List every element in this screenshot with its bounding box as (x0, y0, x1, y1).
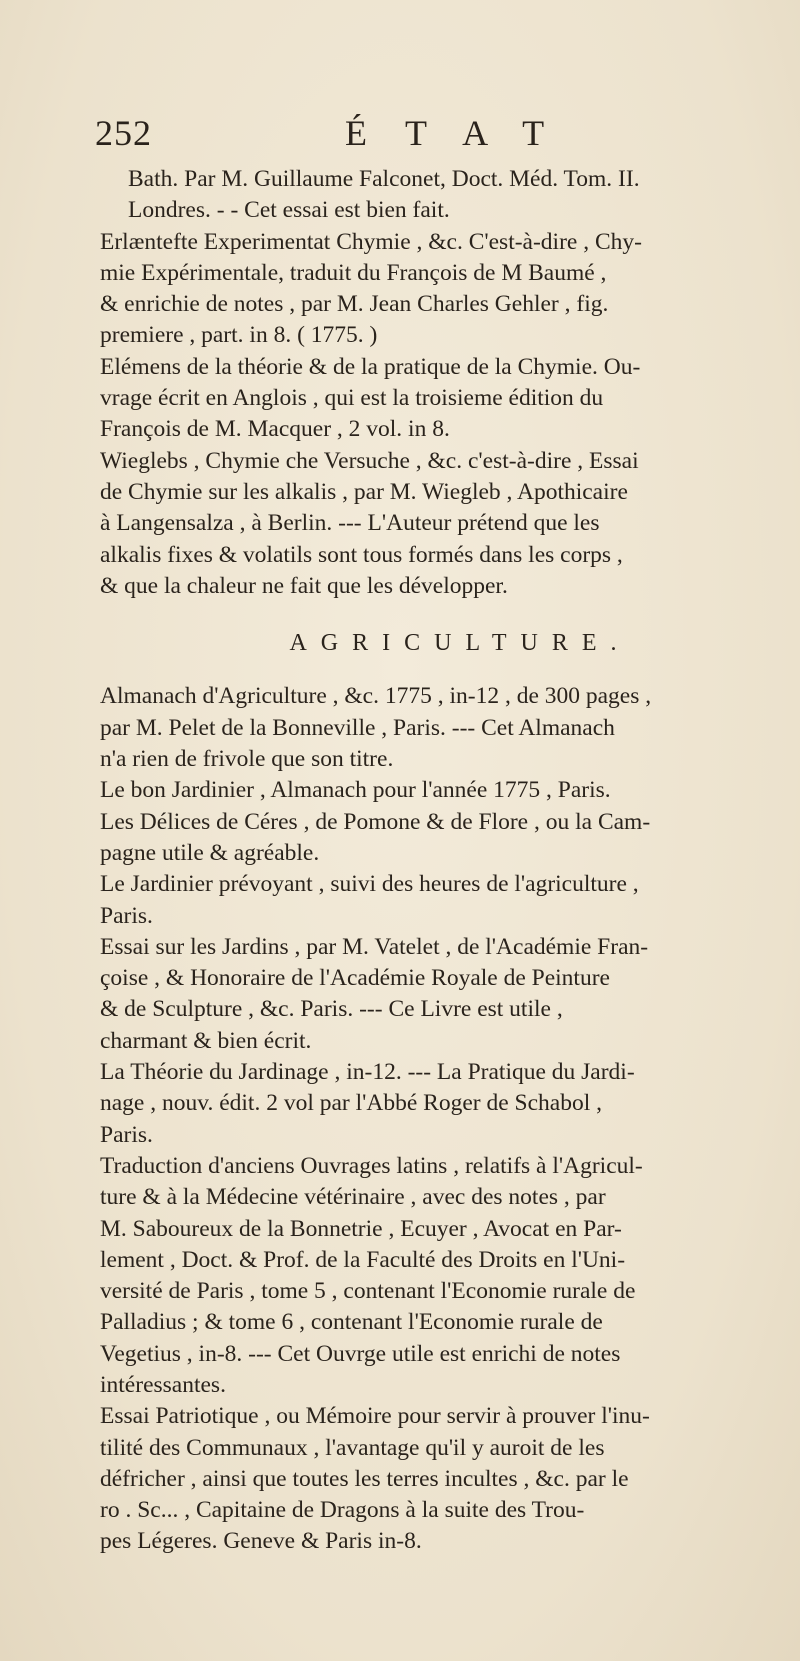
text-line: alkalis fixes & volatils sont tous formés dans les corps , (100, 541, 623, 568)
text-line: mie Expérimentale, traduit du François de M Baumé , (100, 259, 607, 286)
chemistry-entries (100, 227, 780, 603)
section-title: AGRICULTURE. (289, 630, 631, 657)
text-line: Elémens de la théorie & de la pratique de la Chymie. Ou- (100, 353, 641, 380)
text-line: Almanach d'Agriculture , &c. 1775 , in-12 , de 300 pages , (100, 683, 652, 710)
running-title: ÉTAT (345, 113, 583, 153)
bibliography-entry (100, 681, 780, 775)
text-line: Erlæntefte Experimentat Chymie , &c. C'est-à-dire , Chy- (100, 228, 642, 255)
text-line: Essai sur les Jardins , par M. Vatelet , de l'Académie Fran- (100, 933, 649, 960)
text-line: M. Saboureux de la Bonnetrie , Ecuyer , Avocat en Par- (100, 1215, 622, 1242)
agriculture-entries (100, 681, 780, 1557)
text-line: tilité des Communaux , l'avantage qu'il y auroit de les (100, 1434, 605, 1461)
bibliography-entry (100, 227, 780, 352)
bibliography-entry (100, 869, 780, 932)
text-line: nage , nouv. édit. 2 vol par l'Abbé Roger de Schabol , (100, 1090, 602, 1117)
text-line: n'a rien de frivole que son titre. (100, 746, 394, 773)
text-line: & que la chaleur ne fait que les développer. (100, 572, 508, 599)
text-line: Le bon Jardinier , Almanach pour l'année 1775 , Paris. (100, 777, 611, 804)
bibliography-entry (100, 775, 780, 806)
text-line: défricher , ainsi que toutes les terres incultes , &c. par le (100, 1465, 629, 1492)
text-line: Les Délices de Céres , de Pomone & de Flore , ou la Cam- (100, 808, 651, 835)
text-line: lement , Doct. & Prof. de la Faculté des Droits en l'Uni- (100, 1246, 626, 1273)
text-line: premiere , part. in 8. ( 1775. ) (100, 322, 378, 349)
text-line: à Langensalza , à Berlin. --- L'Auteur prétend que les (100, 510, 600, 537)
text-line: versité de Paris , tome 5 , contenant l'Economie rurale de (100, 1278, 636, 1305)
text-line: çoise , & Honoraire de l'Académie Royale de Peinture (100, 965, 610, 992)
bibliography-entry (100, 807, 780, 870)
text-line: Bath. Par M. Guillaume Falconet, Doct. Méd. Tom. II. (128, 166, 640, 192)
text-line: Le Jardinier prévoyant , suivi des heures de l'agriculture , (100, 871, 639, 898)
text-line: & de Sculpture , &c. Paris. --- Ce Livre est utile , (100, 996, 563, 1023)
text-line: Wieglebs , Chymie che Versuche , &c. c'est-à-dire , Essai (100, 447, 639, 474)
text-line: charmant & bien écrit. (100, 1027, 312, 1054)
text-line: La Théorie du Jardinage , in-12. --- La Pratique du Jardi- (100, 1059, 635, 1086)
text-line: ro . Sc... , Capitaine de Dragons à la suite des Trou- (100, 1497, 585, 1524)
text-line: pes Légeres. Geneve & Paris in-8. (100, 1528, 422, 1555)
text-line: de Chymie sur les alkalis , par M. Wiegleb , Apothicaire (100, 478, 628, 505)
text-line: Essai Patriotique , ou Mémoire pour servir à prouver l'inu- (100, 1403, 650, 1430)
text-line: & enrichie de notes , par M. Jean Charles Gehler , fig. (100, 291, 609, 318)
text-line: vrage écrit en Anglois , qui est la troisieme édition du (100, 385, 604, 412)
text-line: Paris. (100, 902, 153, 929)
page-header (95, 112, 760, 162)
bibliography-entry (100, 446, 780, 602)
bibliography-entry (100, 1151, 780, 1401)
bibliography-entry (100, 1401, 780, 1557)
text-line: Paris. (100, 1121, 153, 1148)
bibliography-entry (100, 1057, 780, 1151)
page-body (100, 164, 780, 1558)
text-line: ture & à la Médecine vétérinaire , avec des notes , par (100, 1184, 606, 1211)
text-line: Traduction d'anciens Ouvrages latins , relatifs à l'Agricul- (100, 1152, 643, 1179)
text-line: intéressantes. (100, 1371, 226, 1398)
continued-entry (100, 164, 780, 227)
text-line: Palladius ; & tome 6 , contenant l'Economie rurale de (100, 1309, 603, 1336)
bibliography-entry (100, 352, 780, 446)
text-line: par M. Pelet de la Bonneville , Paris. --- Cet Almanach (100, 714, 615, 741)
bibliography-entry (100, 932, 780, 1057)
text-line: Londres. - - Cet essai est bien fait. (128, 197, 450, 224)
page-number: 252 (95, 113, 152, 153)
text-line: François de M. Macquer , 2 vol. in 8. (100, 416, 450, 443)
text-line: Vegetius , in-8. --- Cet Ouvrge utile est enrichi de notes (100, 1340, 621, 1367)
text-line: pagne utile & agréable. (100, 839, 320, 866)
